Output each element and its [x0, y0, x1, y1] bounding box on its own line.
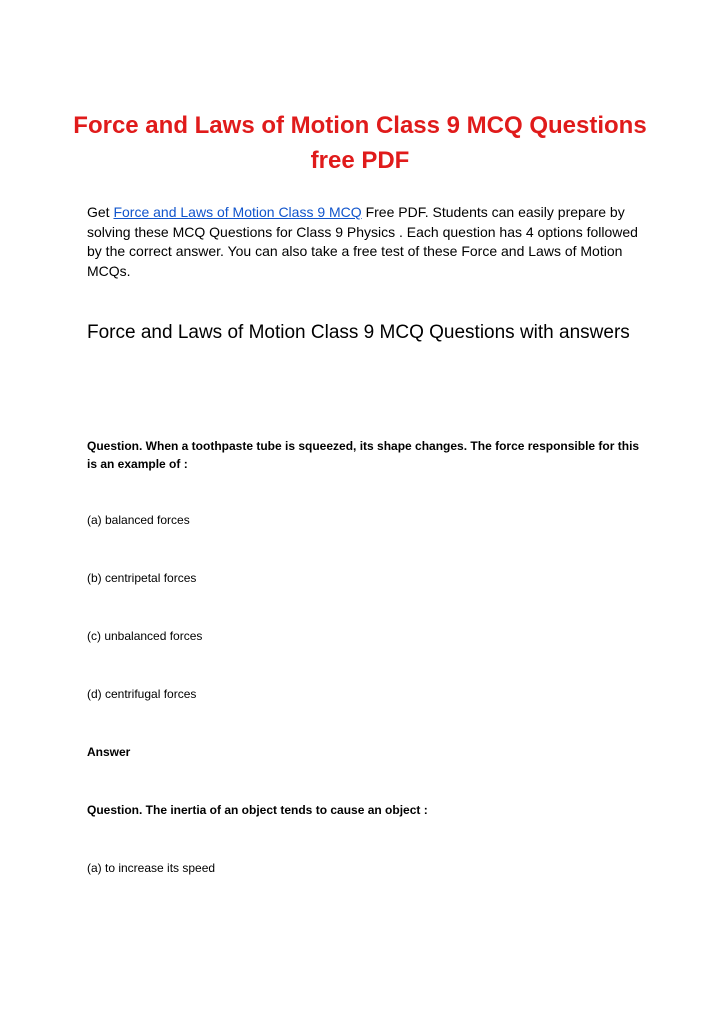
- option-a: (a) to increase its speed: [87, 861, 216, 875]
- option-c: (c) unbalanced forces: [87, 629, 203, 643]
- answer-label: Answer: [87, 745, 131, 759]
- intro-prefix: Get: [87, 204, 114, 220]
- question-text: Question. The inertia of an object tends to cause an object :: [87, 803, 428, 817]
- page-title: Force and Laws of Motion Class 9 MCQ Questions free PDF: [73, 112, 647, 174]
- section-heading: Force and Laws of Motion Class 9 MCQ Questions with answers: [87, 322, 630, 343]
- question-text: Question. When a toothpaste tube is squeezed, its shape changes. The force responsible for this is an example of :: [87, 439, 640, 471]
- option-b: (b) centripetal forces: [87, 571, 197, 585]
- intro-paragraph: [87, 203, 647, 281]
- option-d: (d) centrifugal forces: [87, 687, 197, 701]
- mcq-link[interactable]: Force and Laws of Motion Class 9 MCQ: [113, 204, 362, 220]
- intro-suffix: Free PDF. Students can easily prepare by solving these MCQ Questions for Class 9 Physics . Each question has 4 options followed by the correct answer. You can also take a free test of these Force and Laws of Motion MCQs.: [87, 204, 638, 279]
- option-a: (a) balanced forces: [87, 513, 190, 527]
